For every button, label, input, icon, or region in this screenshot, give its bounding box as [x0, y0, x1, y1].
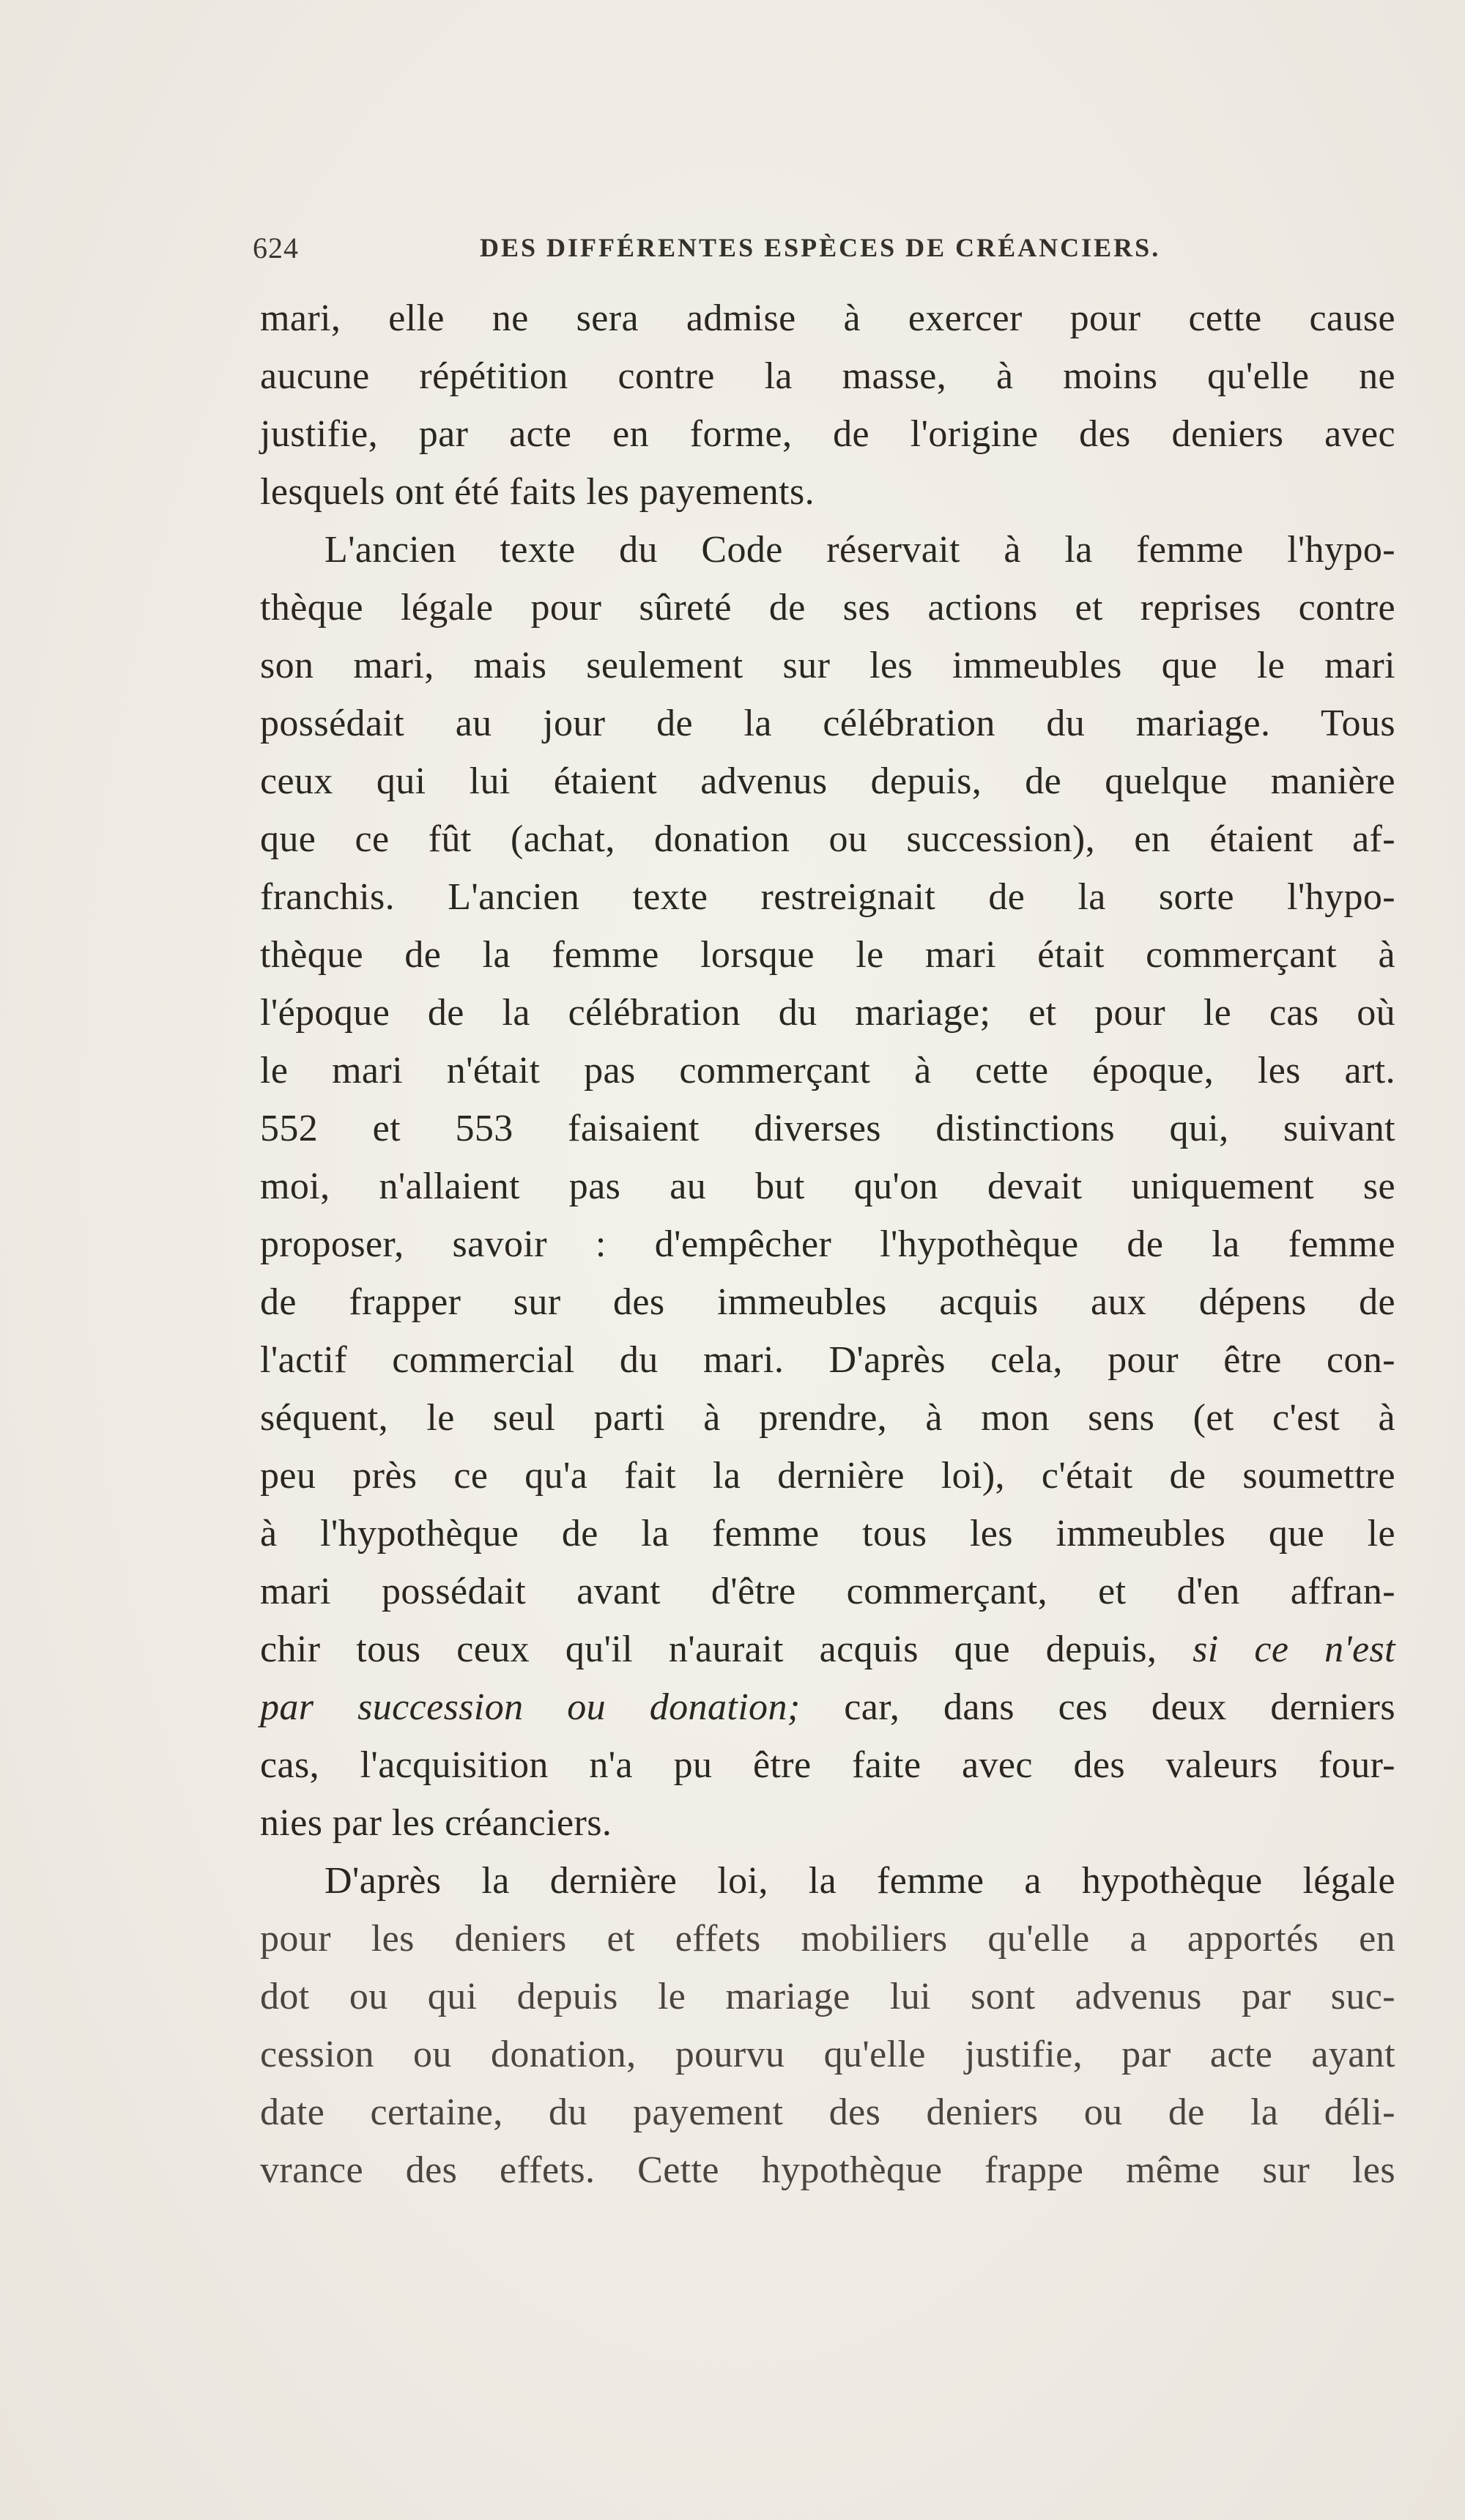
text-line: de frapper sur des immeubles acquis aux dépens de [260, 1281, 1395, 1323]
text-line: séquent, le seul parti à prendre, à mon sens (et c'est à [260, 1397, 1395, 1439]
text-line: ceux qui lui étaient advenus depuis, de quelque manière [260, 760, 1395, 802]
italic-phrase: par succession ou donation; [260, 1686, 801, 1728]
text-line: D'après la dernière loi, la femme a hypothèque légale [324, 1860, 1395, 1902]
body-text [260, 289, 1395, 2199]
text-line: lesquels ont été faits les payements. [260, 471, 815, 513]
text-line: à l'hypothèque de la femme tous les immeubles que le [260, 1513, 1395, 1554]
text-line: thèque légale pour sûreté de ses actions et reprises contre [260, 587, 1395, 629]
text-line: cession ou donation, pourvu qu'elle justifie, par acte ayant [260, 2034, 1395, 2075]
running-title: DES DIFFÉRENTES ESPÈCES DE CRÉANCIERS. [480, 233, 1161, 262]
paragraph-2 [260, 521, 1395, 1852]
text-line: justifie, par acte en forme, de l'origine des deniers avec [260, 413, 1395, 455]
italic-phrase: si ce n'est [1193, 1628, 1395, 1670]
text-line: proposer, savoir : d'empêcher l'hypothèque de la femme [260, 1223, 1395, 1265]
text-segment: car, dans ces deux derniers [844, 1686, 1395, 1728]
text-line: l'actif commercial du mari. D'après cela, pour être con- [260, 1339, 1395, 1381]
text-line: franchis. L'ancien texte restreignait de la sorte l'hypo- [260, 876, 1395, 918]
running-head [253, 231, 1205, 275]
text-line: peu près ce qu'a fait la dernière loi), c'était de soumettre [260, 1455, 1395, 1497]
text-line: vrance des effets. Cette hypothèque frappe même sur les [260, 2149, 1395, 2191]
text-line: cas, l'acquisition n'a pu être faite avec des valeurs four- [260, 1744, 1395, 1786]
text-line-mixed [260, 1678, 1395, 1736]
text-line: mari possédait avant d'être commerçant, et d'en affran- [260, 1571, 1395, 1612]
paragraph-3 [260, 1852, 1395, 2199]
text-line: son mari, mais seulement sur les immeubles que le mari [260, 645, 1395, 686]
text-line: l'époque de la célébration du mariage; et pour le cas où [260, 992, 1395, 1034]
text-line: date certaine, du payement des deniers ou de la déli- [260, 2091, 1395, 2133]
text-line: que ce fût (achat, donation ou succession), en étaient af- [260, 818, 1395, 860]
text-line: le mari n'était pas commerçant à cette époque, les art. [260, 1050, 1395, 1092]
text-line: 552 et 553 faisaient diverses distinctions qui, suivant [260, 1108, 1395, 1149]
text-line: aucune répétition contre la masse, à moins qu'elle ne [260, 355, 1395, 397]
text-segment: chir tous ceux qu'il n'aurait acquis que depuis, [260, 1628, 1157, 1670]
text-line: moi, n'allaient pas au but qu'on devait uniquement se [260, 1166, 1395, 1207]
text-line-mixed [260, 1620, 1395, 1678]
text-line: nies par les créanciers. [260, 1802, 612, 1844]
text-line: possédait au jour de la célébration du mariage. Tous [260, 703, 1395, 744]
text-line: dot ou qui depuis le mariage lui sont advenus par suc- [260, 1976, 1395, 2017]
page-number: 624 [253, 231, 299, 264]
text-line: pour les deniers et effets mobiliers qu'elle a apportés en [260, 1918, 1395, 1960]
paragraph-1 [260, 289, 1395, 521]
text-line: mari, elle ne sera admise à exercer pour cette cause [260, 297, 1395, 339]
text-line: L'ancien texte du Code réservait à la femme l'hypo- [324, 529, 1395, 571]
text-line: thèque de la femme lorsque le mari était commerçant à [260, 934, 1395, 976]
